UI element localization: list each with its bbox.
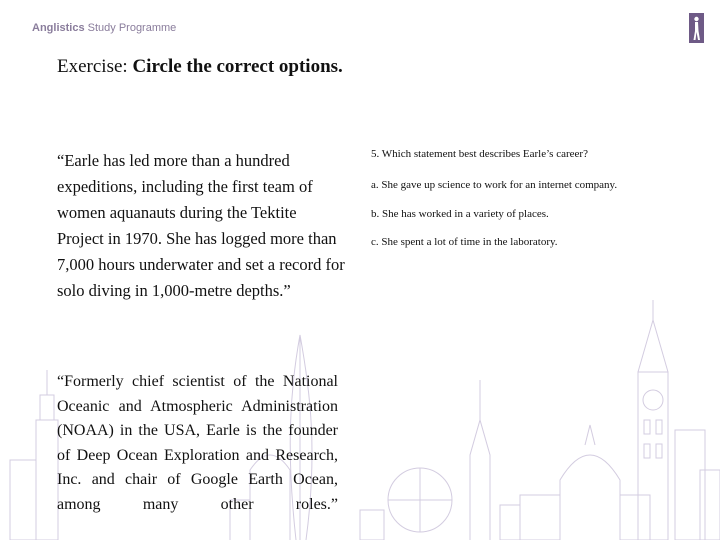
exercise-title [57, 56, 343, 78]
quote-paragraph-1: “Earle has led more than a hundred expeditions, including the first team of women aquanauts during the Tektite Project in 1970. She has logged more than 7,000 hours underwater and set a record for solo diving in 1,000-metre depths.” [57, 151, 345, 300]
exercise-instruction: Circle the correct options. [132, 56, 343, 77]
brand-name: Anglistics [32, 22, 85, 34]
answer-option-b[interactable]: b. She has worked in a variety of places. [371, 208, 549, 220]
question-prompt: 5. Which statement best describes Earle’s career? [371, 148, 588, 160]
logo-icon [689, 13, 704, 43]
programme-header [32, 22, 176, 34]
quote-paragraph-2: “Formerly chief scientist of the National Oceanic and Atmospheric Administration (NOAA) in the USA, Earle is the founder of Deep Ocean Exploration and Research, Inc. and chair of Google Earth Ocean, among many other roles.” [57, 373, 338, 513]
answer-option-a[interactable]: a. She gave up science to work for an internet company. [371, 179, 618, 191]
exercise-label: Exercise: [57, 56, 128, 77]
programme-subtitle: Study Programme [87, 22, 177, 34]
answer-option-c[interactable]: c. She spent a lot of time in the laboratory. [371, 236, 558, 248]
